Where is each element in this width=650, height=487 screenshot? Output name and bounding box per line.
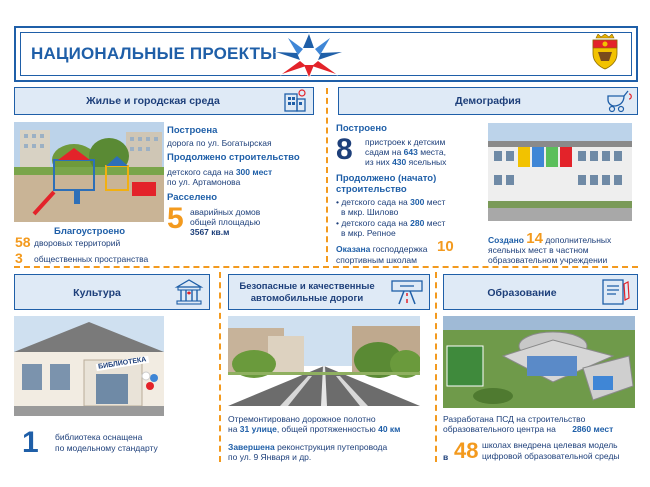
housing-continued-line1: [167, 167, 272, 177]
road-icon: [390, 278, 424, 306]
education-schools-prefix: в: [443, 452, 449, 462]
demography-support-label: Оказана: [336, 244, 371, 254]
demography-created-number: 14: [526, 230, 543, 247]
demography-built-number: 8: [336, 133, 353, 166]
demography-built-line2: [365, 147, 446, 157]
culture-text-1: библиотека оснащена: [55, 432, 143, 442]
demography-built-text-2a: садам на: [365, 147, 402, 157]
housing-yards-number: 58: [15, 234, 31, 250]
demography-built-places: 643: [403, 147, 418, 157]
housing-built-label: Построена: [167, 125, 218, 136]
demography-support-text-2: спортивным школам: [336, 255, 417, 265]
city-environment-icon: [282, 89, 308, 113]
playground-photo: [14, 122, 164, 222]
road-photo: [228, 316, 420, 406]
demography-support-line: [336, 244, 428, 254]
demography-started-label-2: строительство: [336, 184, 407, 195]
roads-completed-text-1: реконструкция путепровода: [277, 442, 388, 452]
education-title: Образование: [487, 287, 557, 299]
stroller-icon: [604, 88, 634, 114]
housing-resettled-area: 3567 кв.м: [190, 227, 230, 237]
housing-public-text: общественных пространства: [34, 254, 149, 264]
roads-repaired-text-1: Отремонтировано дорожное полотно: [228, 414, 376, 424]
demography-item1-text: • детского сада на: [336, 197, 408, 207]
education-psd-line2: [443, 424, 613, 434]
demography-item2-unit: мест: [426, 218, 446, 228]
housing-public-number: 3: [15, 250, 23, 266]
education-psd-text-1: Разработана ПСД на строительство: [443, 414, 586, 424]
demography-built-label: Построено: [336, 123, 387, 134]
demography-item2-places: 280: [410, 218, 425, 228]
culture-title: Культура: [73, 287, 121, 299]
education-document-icon: [600, 278, 632, 306]
divider-bottom-right: [435, 272, 437, 462]
housing-built-text: дорога по ул. Богатырская: [167, 138, 272, 148]
roads-repaired-streets: 31 улице: [239, 424, 277, 434]
demography-started-label-1: Продолжено (начато): [336, 173, 437, 184]
library-photo: [14, 316, 164, 416]
housing-yards-text: дворовых территорий: [34, 238, 121, 248]
housing-resettled-label: Расселено: [167, 192, 218, 203]
demography-created-text-2: ясельных мест в частном: [488, 245, 589, 255]
housing-improved-label: Благоустроено: [54, 226, 126, 237]
demography-item2-place: в мкр. Репное: [341, 228, 396, 238]
housing-continued-label: Продолжено строительство: [167, 152, 300, 163]
demography-created-text-1: дополнительных: [545, 235, 612, 245]
divider-middle: [14, 266, 638, 268]
roads-title-2: автомобильные дороги: [250, 293, 364, 304]
demography-created-label: Создано: [488, 235, 524, 245]
kindergarten-photo: [488, 123, 632, 221]
demography-built-text-3b: ясельных: [408, 157, 447, 167]
demography-created-line: [488, 231, 611, 246]
divider-top-center: [326, 88, 328, 262]
demography-support-number: 10: [437, 238, 454, 255]
education-schools-number: 48: [454, 438, 479, 463]
demography-item2-text: • детского сада на: [336, 218, 408, 228]
demography-built-line3: [365, 157, 446, 167]
demography-item1-places: 300: [410, 197, 425, 207]
housing-title: Жилье и городская среда: [86, 95, 220, 107]
roads-title-1: Безопасные и качественные: [239, 281, 375, 292]
education-center-photo: [443, 316, 635, 408]
demography-built-text-2b: места,: [420, 147, 446, 157]
roads-completed-line: [228, 442, 387, 452]
housing-resettled-text-1: аварийных домов: [190, 207, 261, 217]
roads-repaired-line2: [228, 424, 400, 434]
theater-icon: [174, 278, 204, 306]
demography-title: Демография: [455, 95, 521, 107]
roads-repaired-length: 40 км: [378, 424, 401, 434]
housing-resettled-text-2: общей площадью: [190, 217, 261, 227]
demography-created-text-3: образовательном учреждении: [488, 255, 608, 265]
demography-item1-place: в мкр. Шилово: [341, 207, 399, 217]
page-title: НАЦИОНАЛЬНЫЕ ПРОЕКТЫ: [31, 44, 278, 63]
roads-repaired-text-2a: на: [228, 424, 238, 434]
demography-item1-unit: мест: [426, 197, 446, 207]
demography-item2-line: [336, 218, 445, 228]
education-psd-places: 2860 мест: [572, 424, 614, 434]
education-psd-text-2: образовательного центра на: [443, 424, 556, 434]
demography-built-text-3a: из них: [365, 157, 390, 167]
demography-built-nursery: 430: [392, 157, 407, 167]
roads-repaired-text-2b: , общей протяженностью: [276, 424, 376, 434]
culture-number: 1: [22, 426, 39, 459]
library-sign: БИБЛИОТЕКА: [97, 356, 147, 371]
roads-completed-text-2: по ул. 9 Января и др.: [228, 452, 312, 462]
demography-item1-line: [336, 197, 445, 207]
housing-resettled-number: 5: [167, 202, 184, 235]
housing-continued-text-1: детского сада на: [167, 167, 234, 177]
culture-text-2: по модельному стандарту: [55, 443, 158, 453]
divider-bottom-left: [219, 272, 221, 462]
demography-support-text-1: господдержка: [372, 244, 428, 254]
city-coat-of-arms-icon: [588, 34, 622, 70]
education-schools-text-2: цифровой образовательной среды: [482, 451, 620, 461]
national-projects-star-icon: [270, 30, 348, 80]
roads-completed-label: Завершена: [228, 442, 275, 452]
demography-built-text-1: пристроек к детским: [365, 137, 446, 147]
education-schools-text-1: школах внедрена целевая модель: [482, 440, 618, 450]
housing-continued-text-2: по ул. Артамонова: [167, 177, 241, 187]
housing-continued-places: 300 мест: [235, 167, 273, 177]
